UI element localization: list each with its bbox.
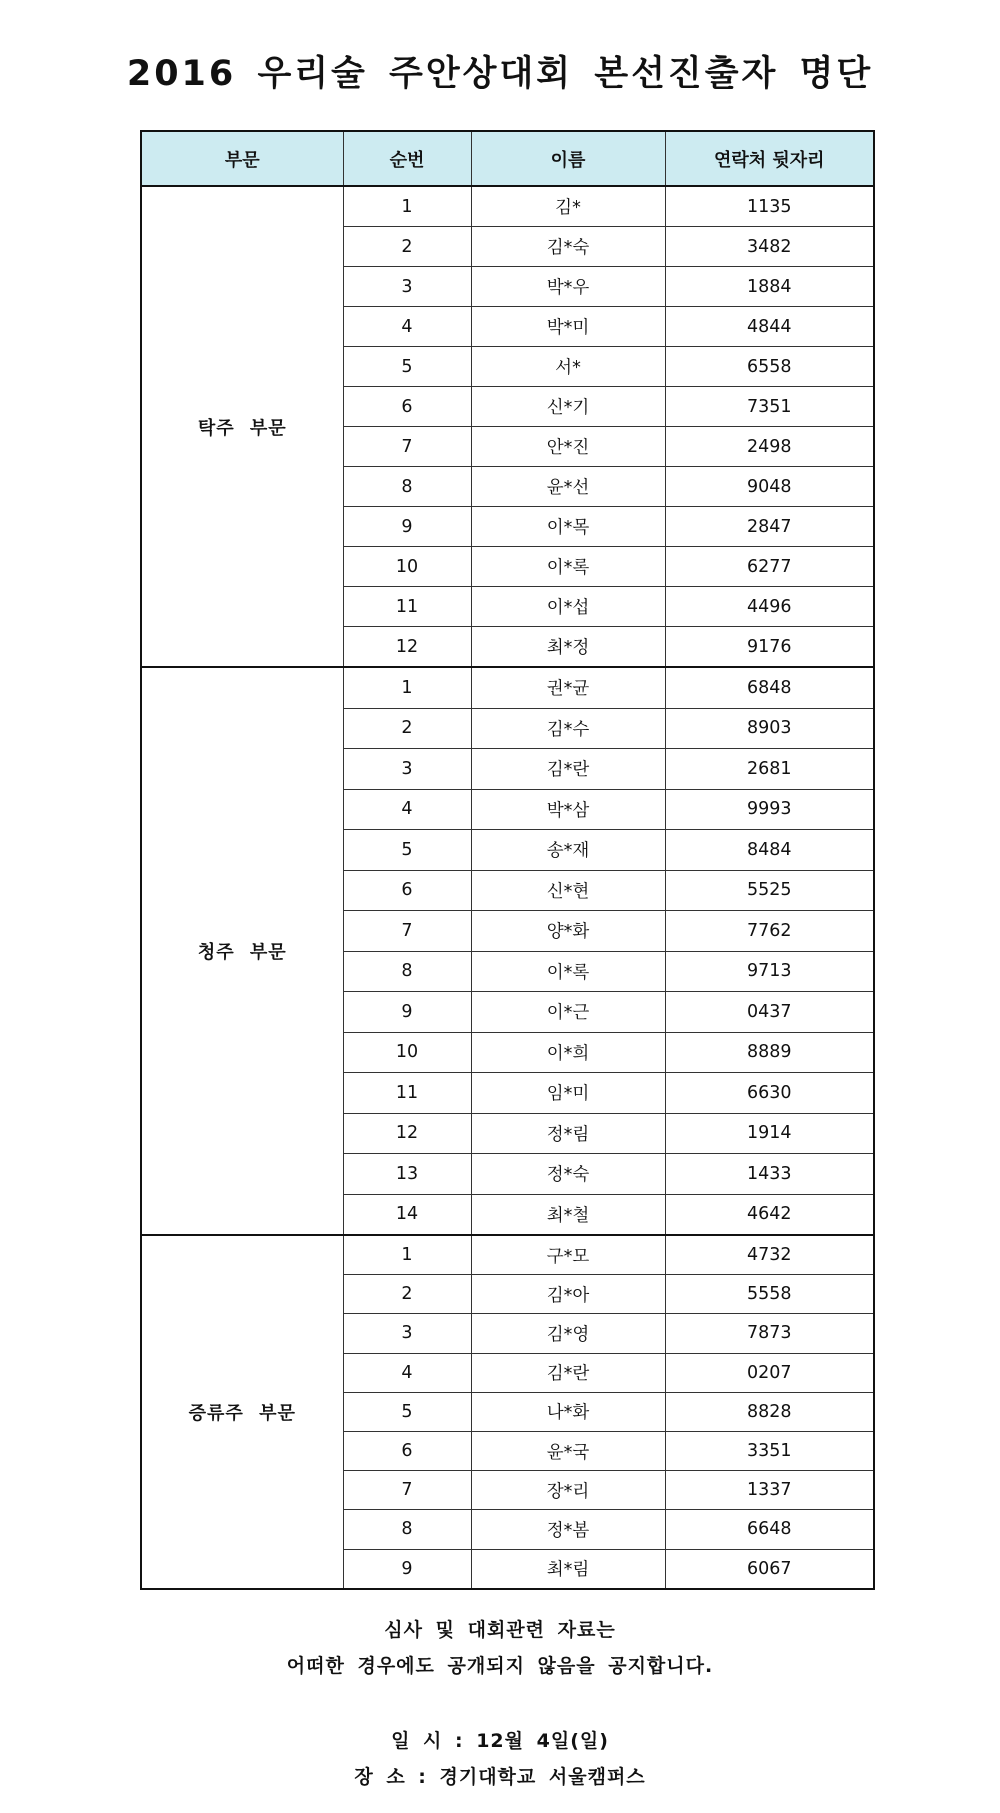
row-phone: 8828 bbox=[665, 1392, 874, 1431]
row-phone: 1884 bbox=[665, 267, 874, 307]
row-name: 김*숙 bbox=[471, 227, 665, 267]
row-number: 5 bbox=[343, 1392, 471, 1431]
row-phone: 9993 bbox=[665, 789, 874, 830]
row-number: 9 bbox=[343, 1549, 471, 1589]
row-name: 이*희 bbox=[471, 1032, 665, 1073]
row-phone: 5525 bbox=[665, 870, 874, 911]
header-row bbox=[141, 131, 874, 186]
row-number: 8 bbox=[343, 467, 471, 507]
row-number: 9 bbox=[343, 507, 471, 547]
row-phone: 7762 bbox=[665, 911, 874, 952]
row-phone: 3351 bbox=[665, 1431, 874, 1470]
row-number: 3 bbox=[343, 267, 471, 307]
row-name: 이*섭 bbox=[471, 587, 665, 627]
event-date: 일 시 : 12월 4일(일) bbox=[391, 1730, 609, 1752]
row-number: 1 bbox=[343, 186, 471, 227]
row-phone: 2847 bbox=[665, 507, 874, 547]
row-phone: 9048 bbox=[665, 467, 874, 507]
row-phone: 0437 bbox=[665, 992, 874, 1033]
table-row bbox=[141, 186, 874, 227]
row-number: 7 bbox=[343, 427, 471, 467]
row-number: 8 bbox=[343, 1510, 471, 1549]
row-name: 정*숙 bbox=[471, 1154, 665, 1195]
row-phone: 9176 bbox=[665, 627, 874, 668]
finalists-table bbox=[140, 130, 875, 1590]
row-phone: 4642 bbox=[665, 1194, 874, 1235]
row-name: 구*모 bbox=[471, 1235, 665, 1275]
row-number: 5 bbox=[343, 830, 471, 871]
row-name: 송*재 bbox=[471, 830, 665, 871]
row-phone: 9713 bbox=[665, 951, 874, 992]
row-name: 정*봄 bbox=[471, 1510, 665, 1549]
row-number: 2 bbox=[343, 708, 471, 749]
row-number: 5 bbox=[343, 347, 471, 387]
row-name: 박*우 bbox=[471, 267, 665, 307]
row-phone: 1433 bbox=[665, 1154, 874, 1195]
row-phone: 0207 bbox=[665, 1353, 874, 1392]
row-name: 김*수 bbox=[471, 708, 665, 749]
row-phone: 6648 bbox=[665, 1510, 874, 1549]
row-name: 김*란 bbox=[471, 749, 665, 790]
row-number: 4 bbox=[343, 307, 471, 347]
row-name: 박*미 bbox=[471, 307, 665, 347]
row-name: 김* bbox=[471, 186, 665, 227]
notice bbox=[0, 1612, 1000, 1684]
division-label: 탁주 부문 bbox=[141, 186, 343, 667]
event-info bbox=[0, 1723, 1000, 1795]
row-name: 안*진 bbox=[471, 427, 665, 467]
header-name: 이름 bbox=[471, 131, 665, 186]
row-number: 1 bbox=[343, 667, 471, 708]
row-number: 10 bbox=[343, 547, 471, 587]
row-name: 이*목 bbox=[471, 507, 665, 547]
division-group bbox=[141, 186, 874, 667]
row-name: 이*근 bbox=[471, 992, 665, 1033]
row-name: 최*정 bbox=[471, 627, 665, 668]
table-row bbox=[141, 1235, 874, 1275]
row-phone: 4844 bbox=[665, 307, 874, 347]
row-phone: 6848 bbox=[665, 667, 874, 708]
division-group bbox=[141, 1235, 874, 1589]
row-number: 4 bbox=[343, 789, 471, 830]
row-number: 1 bbox=[343, 1235, 471, 1275]
row-phone: 5558 bbox=[665, 1275, 874, 1314]
table-header bbox=[141, 131, 874, 186]
row-phone: 6558 bbox=[665, 347, 874, 387]
row-phone: 2681 bbox=[665, 749, 874, 790]
row-phone: 3482 bbox=[665, 227, 874, 267]
row-name: 양*화 bbox=[471, 911, 665, 952]
row-name: 서* bbox=[471, 347, 665, 387]
row-phone: 2498 bbox=[665, 427, 874, 467]
row-number: 6 bbox=[343, 387, 471, 427]
row-name: 권*균 bbox=[471, 667, 665, 708]
header-number: 순번 bbox=[343, 131, 471, 186]
row-phone: 4496 bbox=[665, 587, 874, 627]
row-name: 장*리 bbox=[471, 1471, 665, 1510]
row-phone: 1337 bbox=[665, 1471, 874, 1510]
row-name: 김*란 bbox=[471, 1353, 665, 1392]
row-name: 김*아 bbox=[471, 1275, 665, 1314]
header-phone: 연락처 뒷자리 bbox=[665, 131, 874, 186]
row-name: 윤*국 bbox=[471, 1431, 665, 1470]
page-title: 2016 우리술 주안상대회 본선진출자 명단 bbox=[126, 54, 874, 94]
row-phone: 7351 bbox=[665, 387, 874, 427]
row-name: 박*삼 bbox=[471, 789, 665, 830]
row-number: 6 bbox=[343, 870, 471, 911]
row-name: 최*림 bbox=[471, 1549, 665, 1589]
row-number: 4 bbox=[343, 1353, 471, 1392]
row-number: 14 bbox=[343, 1194, 471, 1235]
row-name: 나*화 bbox=[471, 1392, 665, 1431]
row-name: 최*철 bbox=[471, 1194, 665, 1235]
row-phone: 6067 bbox=[665, 1549, 874, 1589]
row-name: 김*영 bbox=[471, 1314, 665, 1353]
row-phone: 6277 bbox=[665, 547, 874, 587]
row-name: 이*록 bbox=[471, 951, 665, 992]
row-phone: 4732 bbox=[665, 1235, 874, 1275]
row-number: 10 bbox=[343, 1032, 471, 1073]
row-number: 12 bbox=[343, 1113, 471, 1154]
row-name: 정*림 bbox=[471, 1113, 665, 1154]
row-phone: 7873 bbox=[665, 1314, 874, 1353]
row-phone: 1135 bbox=[665, 186, 874, 227]
row-number: 9 bbox=[343, 992, 471, 1033]
table-row bbox=[141, 667, 874, 708]
header-division: 부문 bbox=[141, 131, 343, 186]
row-number: 6 bbox=[343, 1431, 471, 1470]
row-phone: 1914 bbox=[665, 1113, 874, 1154]
row-phone: 8889 bbox=[665, 1032, 874, 1073]
row-phone: 8903 bbox=[665, 708, 874, 749]
row-number: 11 bbox=[343, 1073, 471, 1114]
row-number: 3 bbox=[343, 1314, 471, 1353]
row-name: 신*기 bbox=[471, 387, 665, 427]
row-number: 2 bbox=[343, 1275, 471, 1314]
notice-line-2: 어떠한 경우에도 공개되지 않음을 공지합니다. bbox=[286, 1655, 714, 1677]
row-number: 2 bbox=[343, 227, 471, 267]
division-group bbox=[141, 667, 874, 1235]
row-phone: 6630 bbox=[665, 1073, 874, 1114]
row-number: 8 bbox=[343, 951, 471, 992]
row-number: 7 bbox=[343, 1471, 471, 1510]
row-number: 3 bbox=[343, 749, 471, 790]
row-name: 이*록 bbox=[471, 547, 665, 587]
division-label: 청주 부문 bbox=[141, 667, 343, 1235]
row-number: 11 bbox=[343, 587, 471, 627]
row-number: 13 bbox=[343, 1154, 471, 1195]
notice-line-1: 심사 및 대회관련 자료는 bbox=[384, 1619, 616, 1641]
row-name: 윤*선 bbox=[471, 467, 665, 507]
row-phone: 8484 bbox=[665, 830, 874, 871]
row-name: 임*미 bbox=[471, 1073, 665, 1114]
division-label: 증류주 부문 bbox=[141, 1235, 343, 1589]
row-number: 12 bbox=[343, 627, 471, 668]
row-number: 7 bbox=[343, 911, 471, 952]
event-venue: 장 소 : 경기대학교 서울캠퍼스 bbox=[354, 1766, 646, 1788]
row-name: 신*현 bbox=[471, 870, 665, 911]
